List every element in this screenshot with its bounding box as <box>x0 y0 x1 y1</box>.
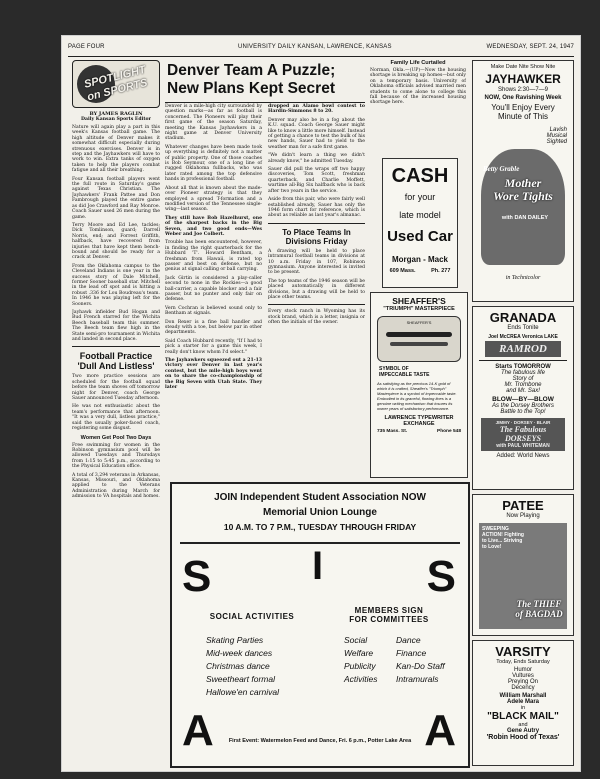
store-name: EXCHANGE <box>403 421 435 427</box>
story-paragraph: "We didn't learn a thing we didn't already know," he admitted Tuesday. <box>268 153 365 164</box>
pen-icon <box>386 332 452 337</box>
varsity-name: VARSITY <box>495 644 551 659</box>
women-pool-headline: Women Get Pool Two Days <box>80 434 152 441</box>
lavish-tag <box>547 127 567 145</box>
members-sign-heading <box>324 606 454 624</box>
spotlight-logo <box>72 60 160 108</box>
isa-letter: A <box>182 706 214 755</box>
pen-box-label: SHEAFFER'S <box>406 320 432 325</box>
list-item: Dance <box>396 635 421 645</box>
promo-line: The fabulous life <box>500 370 546 376</box>
story-paragraph: Trouble has been encountered, however, in finding the right quarterback for the Hubbard 'T'. Howard Bentham, a freshman from Hawaii, is rated top passer and best on defense, but no genius at signal calling or ball carrying. <box>165 240 262 273</box>
lavish-word: Sighted <box>546 139 567 145</box>
star-name: Betty Grable <box>483 165 520 173</box>
divider <box>479 360 567 361</box>
store-name: LAWRENCE TYPEWRITER <box>384 415 454 421</box>
list-item: Sweetheart formal <box>206 674 275 684</box>
sports-paragraph: Four Kansan football players went the full route in Saturday's game against Texas Christian. The Jayhawkers' Frank Pattee and Don Fambrough played the entire game as did Joe Crawford and Ray Monroe. Coach Sauer used 26 men during the game. <box>72 176 160 220</box>
family-life-column <box>370 60 466 156</box>
varsity-line: Decency <box>511 685 535 691</box>
black-mail-title: "BLACK MAIL" <box>487 711 559 722</box>
granada-name: GRANADA <box>489 310 557 325</box>
actor-name: Gene Autry <box>506 728 540 734</box>
story-paragraph: Vern Cochran is believed sound only to Bentham at signals. <box>165 305 262 317</box>
sheaffer-tagline: IMPECCABLE TASTE <box>379 372 430 378</box>
committee-list-left <box>344 634 394 686</box>
blow-by-blow: BLOW—BY—BLOW <box>492 396 554 403</box>
added-news: Added: World News <box>496 453 550 459</box>
dorseys-billing: JIMMY · DORSEY · BLAIR <box>495 420 551 425</box>
members-line: MEMBERS SIGN <box>354 606 424 615</box>
cash-line: late model <box>399 210 441 220</box>
patee-poster <box>479 523 567 629</box>
byline-title: Daily Kansan Sports Editor <box>81 117 151 122</box>
main-story-col-a <box>165 104 262 394</box>
list-item: Mid-week dances <box>206 648 273 658</box>
jayhawker-name: JAYHAWKER <box>485 72 561 86</box>
sheaffer-tagline: SYMBOL OF <box>379 366 409 372</box>
sports-paragraph: From the Oklahoma campus to the Cleveland Indians is one year in the success story of Dale Mitchell, former Sooner baseball star. Mitchell in the lead off spot and is hitting a robust .336 for Lou Boudreau's team. In 1946 he was playing left for the Sooners. <box>72 263 160 307</box>
masthead-line: UNIVERSITY DAILY KANSAN, LAWRENCE, KANSAS <box>238 44 392 50</box>
list-item: Christmas dance <box>206 661 270 671</box>
story-paragraph: Denver may also be in a fog about the K.U. squad. Coach George Sauer might like to know a little more himself. Instead of getting a chance to test the bulk of his new hands, Sauer had to yield to the weather man for a safe first game. <box>268 117 365 150</box>
isa-join-line: JOIN Independent Student Association NOW <box>214 492 426 503</box>
page-date: WEDNESDAY, SEPT. 24, 1947 <box>486 44 574 50</box>
technicolor-tag: in Technicolor <box>505 275 541 281</box>
main-story <box>165 60 365 460</box>
now-showing: NOW, One Ravishing Week <box>484 95 562 101</box>
sheaffer-pen-ad <box>370 292 468 478</box>
isa-letter: S <box>182 552 212 601</box>
divider <box>72 346 160 347</box>
ramrod-title: RAMROD <box>485 341 561 357</box>
varsity-line: Vultures <box>512 673 534 679</box>
isa-membership-ad <box>170 482 470 768</box>
enjoy-line: Minute of This <box>497 112 549 121</box>
story-paragraph: Denver is a mile-high city surrounded by question marks—as far as football is concerned. The Pioneers will play their first game of the season Saturday, meeting the Kansas Jayhawkers in a night game at Denver University stadium. <box>165 104 262 142</box>
pen-icon <box>390 342 448 346</box>
members-line: FOR COMMITTEES <box>349 615 429 624</box>
ramrod-stars: Joel McCREA Veronica LAKE <box>488 334 558 340</box>
isa-letter: A <box>424 706 456 755</box>
isa-letter: I <box>312 544 324 588</box>
family-life-headline: Family Life Curtailed <box>390 60 446 66</box>
spotlight-logo-text: SPOTLIGHT on SPORTS <box>82 63 149 104</box>
page-number: PAGE FOUR <box>68 44 105 50</box>
sports-paragraph: Free swimming for women in the Robinson gymnasium pool will be allowed Tuesdays and Thursdays from 1:15 to 5:45 p.m., according to the Physical Education office. <box>72 442 160 470</box>
promo-line: and Mr. Sax! <box>506 388 540 394</box>
list-item: Activities <box>344 674 378 684</box>
page-folio <box>68 42 574 57</box>
story-paragraph: They still have Bob Hazelhurst, one of the sharpest backs in the Big Seven, and two good ends—Wes Weber and Joe Colbert. <box>165 215 262 237</box>
jayhawker-theater-ad <box>472 60 574 302</box>
lavish-word: Musical <box>546 133 567 139</box>
promo-line: Story of <box>512 376 534 382</box>
cash-line: for your <box>404 192 436 202</box>
co-star: with DAN DAILEY <box>501 215 549 221</box>
story-paragraph: Said Coach Hubbard recently, "If I had to pick a starter for a game this week, I really don't know whom I'd select." <box>165 338 262 355</box>
sports-paragraph: Two more practice sessions are scheduled for the football squad before the team shoves off tomorrow night for Denver, coach George Sauer announced Tuesday afternoon. <box>72 374 160 402</box>
thief-of-bagdad-title: The THIEF of BAGDAD <box>515 599 563 619</box>
lavish-word: Lavish <box>549 127 567 133</box>
story-paragraph: A drawing will be held to place intramural football teams in divisions at 10 a.m. Friday in 107, Robinson gymnasium. Anyone interested is invited to be present. <box>268 248 365 276</box>
actor-name: William Marshall <box>499 693 547 699</box>
now-playing: Now Playing <box>506 513 540 519</box>
cash-used-car-ad <box>382 158 458 288</box>
store-contact <box>377 429 461 434</box>
patee-tagline: SWEEPING ACTION! Fighting to Live... Striving to Love! <box>482 526 524 550</box>
promo-line: Mr. Trombone <box>504 382 542 388</box>
cash-word: CASH <box>391 165 449 187</box>
sports-paragraph: Jayhawk infielder Bud Hogan and Bud French starred for the Wichita Beech baseball team this summer. The Beech team flew high in the State semi-pro tournament in Wichita and landed in second place. <box>72 310 160 343</box>
isa-hours: 10 A.M. TO 7 P.M., TUESDAY THROUGH FRIDAY <box>223 522 417 532</box>
divider <box>268 223 365 224</box>
main-headline: Denver Team A Puzzle; New Plans Kept Secret <box>165 60 365 103</box>
isa-letter: S <box>426 552 456 601</box>
dorseys-with: with PAUL WHITEMAN <box>496 443 550 449</box>
patee-theater-ad <box>472 494 574 636</box>
story-paragraph: Aside from this pair, who were fairly well established already, Sauer has only the 1946 form chart for reference, which is about as reliable as last year's almanac. <box>268 197 365 219</box>
newspaper-page <box>62 36 580 771</box>
sports-paragraph: A total of 3,294 veterans in Arkansas, Kansas, Missouri, and Oklahoma applied to the Veterans Administration during March for admission to VA hospitals and homes. <box>72 472 160 500</box>
dorseys-title: The Fabulous DORSEYS <box>499 425 547 443</box>
dealer-phone: Ph. 277 <box>431 268 451 274</box>
story-paragraph: About all that is known about the made-over Pioneer strategy is that they employed a spread T-formation and a modified version of the Tennessee single-wing—last season. <box>165 185 262 213</box>
list-item: Hallowe'en carnival <box>206 687 279 697</box>
committee-list-right <box>396 634 466 686</box>
robin-hood-title: 'Robin Hood of Texas' <box>486 734 560 741</box>
sports-paragraph: Terry Moore and Ed Lee, tackles; Dick Tomlinson, guard; Darrell Norris, end; and Forrest Griffith, halfback, have recovered from injuries that have kept them bench-bound and should be ready for a crack at Denver. <box>72 222 160 261</box>
sheaffer-brand: SHEAFFER'S <box>392 296 446 306</box>
movie-poster <box>473 125 573 285</box>
football-practice-headline: Football Practice 'Dull And Listless' <box>77 351 155 372</box>
pen-box-image <box>377 316 461 362</box>
main-story-col-b <box>268 104 365 329</box>
divisions-headline: To Place Teams In Divisions Friday <box>282 227 351 246</box>
story-paragraph: dropped an Alamo bowl contest to Hardin-Simmons 8 to 20. <box>268 104 365 115</box>
varsity-line: in <box>520 705 526 711</box>
sports-paragraph: He was not enthusiastic about the team's performance that afternoon. "It was a very dull, listless practice," said the usually poker-faced coach, registering some disgust. <box>72 404 160 432</box>
list-item: Social <box>344 635 368 645</box>
granada-theater-ad <box>472 306 574 490</box>
varsity-line: Humor <box>513 667 532 673</box>
story-paragraph: The top teams of the 1946 season will be placed automatically in different divisions, but a drawing will be held to place other teams. <box>268 278 365 300</box>
promo-line: As the Dorsey Brothers <box>491 403 555 409</box>
varsity-theater-ad <box>472 640 574 766</box>
film-title: Mother Wore Tights <box>493 176 553 203</box>
story-paragraph: Every stock ranch in Wyoming has its stock brand, which is a letter, insignia or often the initials of the owner. <box>268 309 365 326</box>
promo-line: Battle to the Top! <box>500 409 546 415</box>
divider <box>268 304 365 305</box>
sports-column <box>72 60 160 650</box>
social-activities-heading: SOCIAL ACTIVITIES <box>209 612 295 621</box>
ends-tonite: Ends Tonite <box>507 325 539 331</box>
social-activities-list <box>206 634 316 699</box>
patee-name: PATEE <box>502 498 544 513</box>
story-paragraph: Jack Girtin is considered a play-caller second to none in the Rockies—a good ball-carrier, a capable blocker and a fair passer, but no punter and only fair on defense. <box>165 275 262 303</box>
sports-paragraph: Nature will again play a part in this week's Kansas football game. The high altitude of Denver makes it somewhat difficult especially during strenuous exercises. Denver is in step and the Jayhawkers will have to work to win. Extra tanks of oxygen taken to help the players combat fatigue and all their breathing. <box>72 125 160 174</box>
list-item: Kan-Do Staff <box>396 661 445 671</box>
list-item: Welfare <box>344 648 374 658</box>
varsity-line: Preying On <box>507 679 538 685</box>
story-paragraph: Sauer did pull the wraps off two happy discoveries, Tom Scott, freshman quarterback, and Charlie Moffett, wartime all-Big Six halfback who is back after two years in the service. <box>268 167 365 194</box>
store-phone: Phone 548 <box>437 429 461 434</box>
dealer-name: Morgan - Mack <box>391 255 448 264</box>
dealer-contact <box>383 268 457 274</box>
story-paragraph: Whatever changes have been made took up everything is definitely not a matter of public property. One of those coaches is Bob Seymour, one of a long line of rugged Oklahoma fullbacks, who was later rated among the top defensive hands in professional football. <box>165 144 262 183</box>
used-car-word: Used Car <box>387 228 453 245</box>
jayhawker-slogan: Make Date Nite Show Nite <box>490 64 556 70</box>
dorseys-banner <box>481 418 565 451</box>
story-paragraph: Norman, Okla.—(UP)—Now the housing shortage is breaking up homes—but only on a temporary basis. University of Oklahoma officials advised married men students to come alone to college this fall because of the increased housing shortage here. <box>370 68 466 106</box>
list-item: Skating Parties <box>206 635 264 645</box>
starts-tomorrow: Starts TOMORROW <box>495 364 551 370</box>
list-item: Publicity <box>344 661 376 671</box>
enjoy-line: You'll Enjoy Every <box>491 103 555 112</box>
list-item: Intramurals <box>396 674 439 684</box>
story-paragraph: Don Rexer is a fine ball handler and steady with a toe, but below par in other departments. <box>165 319 262 336</box>
first-event-line: First Event: Watermelon Feed and Dance, Fri. 6 p.m., Potter Lake Area <box>228 738 412 744</box>
dealer-address: 609 Mass. <box>389 268 416 274</box>
list-item: Finance <box>396 648 427 658</box>
story-paragraph: The Jayhawkers squeezed out a 21-13 victory over Denver in last year's contest, but the mile-high boys went on to share the co-championship of the Big Seven with Utah State. They later <box>165 358 262 391</box>
isa-location: Memorial Union Lounge <box>263 507 377 518</box>
sheaffer-model: "TRIUMPH" MASTERPIECE <box>383 306 455 312</box>
store-address: 735 Mass. St. <box>377 429 408 434</box>
ends-saturday: Today, Ends Saturday <box>496 659 550 665</box>
actor-name: Adele Mara <box>506 699 539 705</box>
byline: BY JAMES RAGLIN <box>89 111 143 117</box>
sheaffer-copy: As satisfying as the precious 14-K gold of which it is crafted, Sheaffer's "Triumph" Masterpiece is a symbol of impeccable taste. Embodied in its graceful, flowing lines is a genuine writing mechanism that insures its owner years of satisfactory performance. <box>377 381 457 411</box>
varsity-line: and <box>518 722 528 728</box>
show-times: Shows 2:30—7—9 <box>497 87 549 93</box>
